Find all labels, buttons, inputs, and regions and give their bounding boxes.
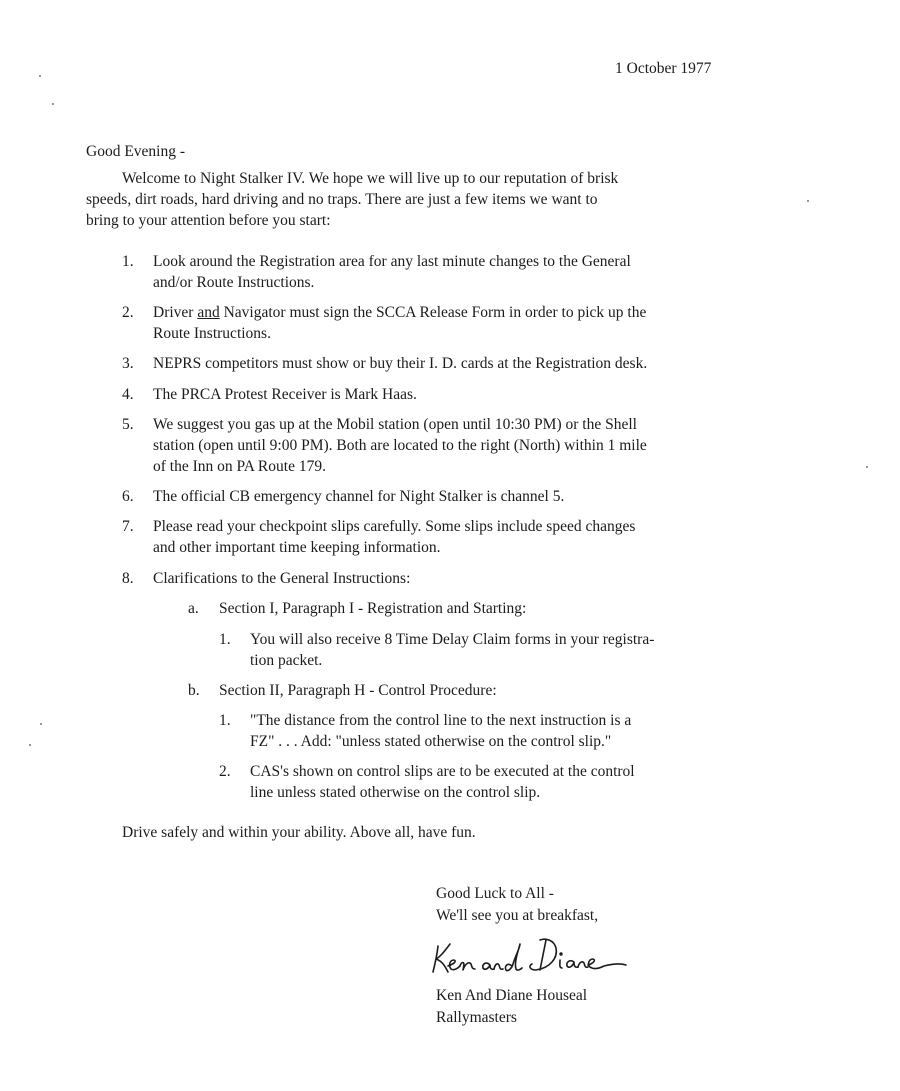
item-text-line: station (open until 9:00 PM). Both are located to the right (North) within 1 mile: [153, 437, 647, 454]
signoff-line: We'll see you at breakfast,: [436, 907, 599, 924]
item-text-line: We suggest you gas up at the Mobil station (open until 10:30 PM) or the Shell: [153, 416, 637, 433]
handwritten-signature: [428, 930, 638, 980]
intro-line: bring to your attention before you start:: [86, 212, 331, 229]
scan-speck: [807, 200, 809, 202]
item-text-post: Navigator must sign the SCCA Release Form in order to pick up the: [219, 304, 647, 321]
item-text-line: FZ" . . . Add: "unless stated otherwise on the control slip.": [250, 733, 612, 750]
sub-sub-item-number: 1.: [219, 631, 231, 648]
item-text-line: Please read your checkpoint slips carefully. Some slips include speed changes: [153, 518, 636, 535]
item-number: 7.: [122, 518, 134, 535]
item-text-line: Route Instructions.: [153, 325, 271, 342]
item-text-line: "The distance from the control line to the next instruction is a: [250, 712, 632, 729]
item-text-line: of the Inn on PA Route 179.: [153, 458, 326, 475]
item-text-line: The official CB emergency channel for Night Stalker is channel 5.: [153, 488, 565, 505]
item-number: 3.: [122, 355, 134, 372]
scan-speck: [866, 466, 868, 468]
item-number: 4.: [122, 386, 134, 403]
item-number: 2.: [122, 304, 134, 321]
item-number: 5.: [122, 416, 134, 433]
item-text-line: tion packet.: [250, 652, 323, 669]
item-text-line: and/or Route Instructions.: [153, 274, 315, 291]
item-text-line: You will also receive 8 Time Delay Claim forms in your registra-: [250, 631, 655, 648]
letter-date: 1 October 1977: [615, 60, 712, 77]
item-number: 6.: [122, 488, 134, 505]
item-number: 1.: [122, 253, 134, 270]
item-text-line: [153, 302, 813, 323]
item-text-pre: Driver: [153, 304, 198, 321]
sub-item-letter: a.: [188, 600, 199, 617]
intro-line: Welcome to Night Stalker IV. We hope we will live up to our reputation of brisk: [122, 170, 619, 187]
scan-speck: [29, 744, 31, 746]
item-text-line: and other important time keeping information.: [153, 539, 441, 556]
item-text-line: CAS's shown on control slips are to be executed at the control: [250, 763, 635, 780]
item-text-line: Look around the Registration area for any last minute changes to the General: [153, 253, 631, 270]
item-text-line: NEPRS competitors must show or buy their I. D. cards at the Registration desk.: [153, 355, 648, 372]
signoff-line: Good Luck to All -: [436, 885, 554, 902]
sub-sub-item-number: 2.: [219, 763, 231, 780]
greeting: Good Evening -: [86, 143, 186, 160]
item-text-line: Clarifications to the General Instructions:: [153, 570, 411, 587]
intro-paragraph: [86, 168, 816, 231]
item-text-line: line unless stated otherwise on the control slip.: [250, 784, 541, 801]
scan-speck: [40, 723, 42, 725]
intro-line: speeds, dirt roads, hard driving and no traps. There are just a few items we want to: [86, 191, 598, 208]
sub-item-text: Section II, Paragraph H - Control Procedure:: [219, 682, 497, 699]
scan-speck: [52, 103, 54, 105]
item-number: 8.: [122, 570, 134, 587]
sub-item-text: Section I, Paragraph I - Registration and Starting:: [219, 600, 527, 617]
scan-speck: [39, 75, 41, 77]
sub-sub-item-number: 1.: [219, 712, 231, 729]
closing-line: Drive safely and within your ability. Above all, have fun.: [122, 824, 476, 841]
signer-names: Ken And Diane Houseal: [436, 987, 588, 1004]
signer-role: Rallymasters: [436, 1009, 517, 1026]
item-text-line: The PRCA Protest Receiver is Mark Haas.: [153, 386, 417, 403]
underlined-word: and: [197, 304, 220, 321]
sub-item-letter: b.: [188, 682, 200, 699]
